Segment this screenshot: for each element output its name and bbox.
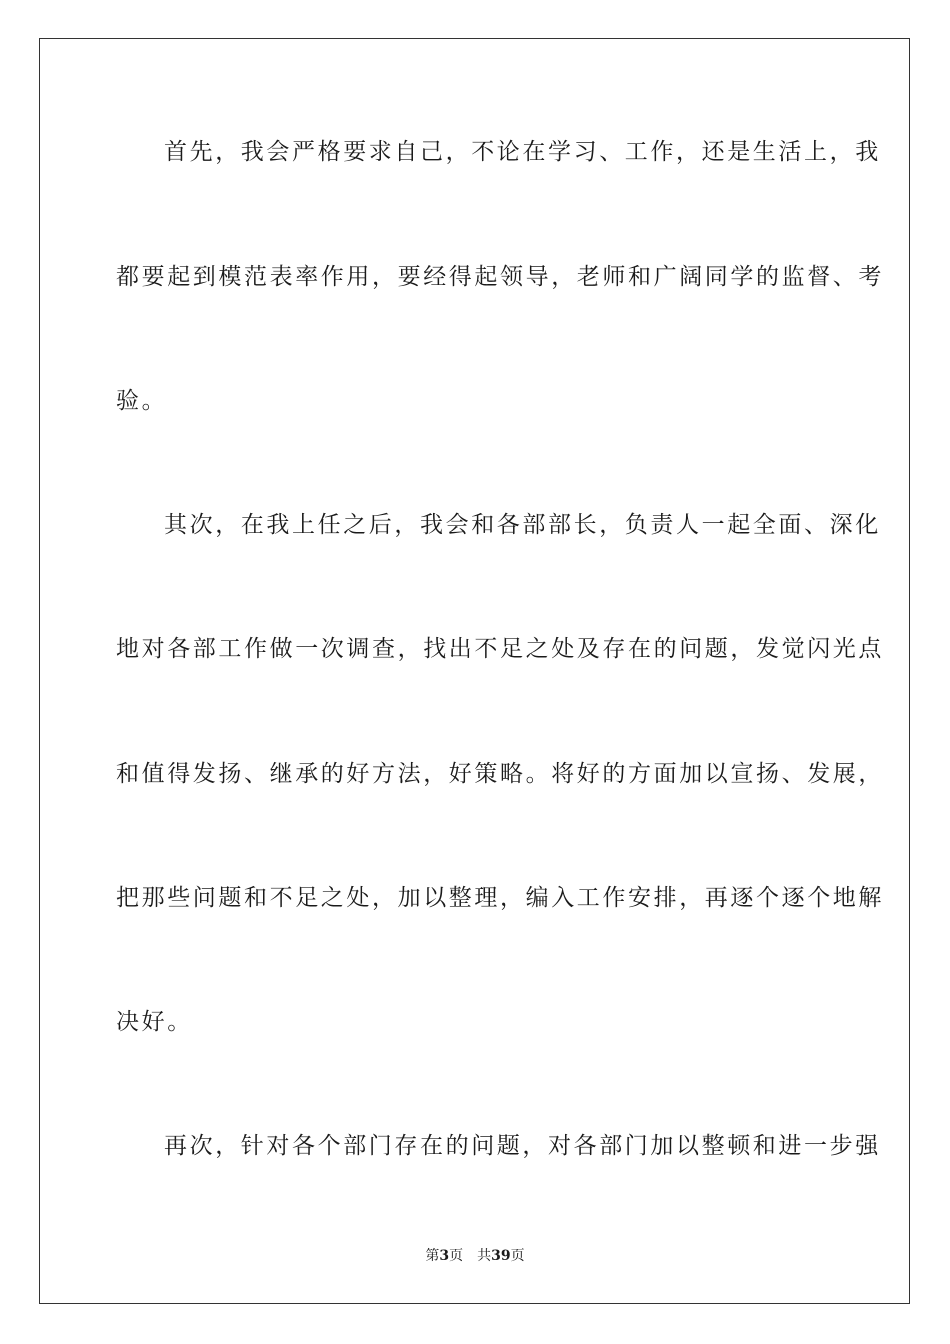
paragraph-1-line-3: 验。	[116, 388, 168, 414]
page-number: 3	[439, 1248, 450, 1264]
page-footer	[0, 1246, 950, 1266]
paragraph-2-line-4: 把那些问题和不足之处，加以整理，编入工作安排，再逐个逐个地解	[116, 885, 884, 911]
paragraph-2-line-5: 决好。	[116, 1009, 193, 1035]
total-pages: 39	[491, 1248, 511, 1264]
page-suffix: 页	[449, 1248, 464, 1264]
paragraph-1-line-1: 首先，我会严格要求自己，不论在学习、工作，还是生活上，我	[164, 139, 881, 165]
total-prefix: 共	[477, 1248, 492, 1264]
paragraph-2-line-3: 和值得发扬、继承的好方法，好策略。将好的方面加以宣扬、发展，	[116, 761, 884, 787]
page-border	[39, 38, 910, 1304]
paragraph-2-line-2: 地对各部工作做一次调查，找出不足之处及存在的问题，发觉闪光点	[116, 636, 884, 662]
paragraph-1-line-2: 都要起到模范表率作用，要经得起领导，老师和广阔同学的监督、考	[116, 264, 884, 290]
paragraph-3-line-1: 再次，针对各个部门存在的问题，对各部门加以整顿和进一步强	[164, 1133, 881, 1159]
page-prefix: 第	[425, 1248, 440, 1264]
total-suffix: 页	[510, 1248, 525, 1264]
paragraph-2-line-1: 其次，在我上任之后，我会和各部部长，负责人一起全面、深化	[164, 512, 881, 538]
